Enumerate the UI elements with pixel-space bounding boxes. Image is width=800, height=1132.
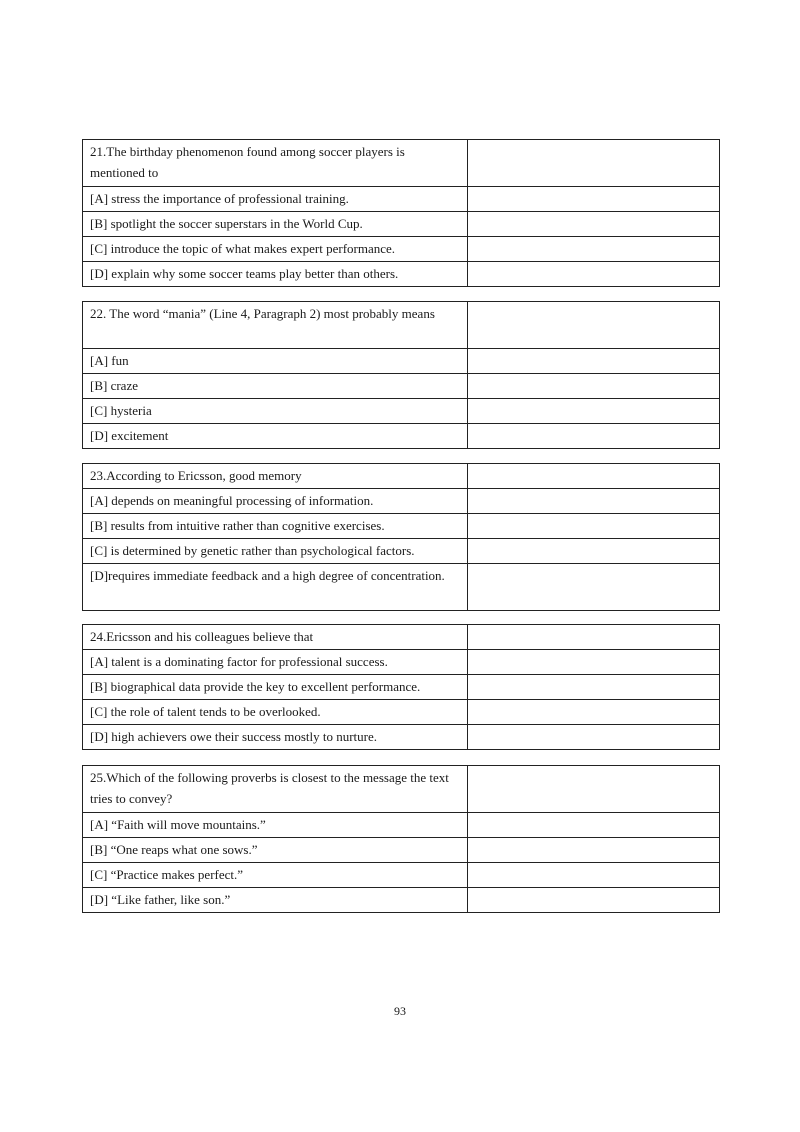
question-table-24 xyxy=(82,624,720,750)
answer-cell[interactable] xyxy=(468,675,720,700)
option-row xyxy=(83,813,720,838)
option-row xyxy=(83,212,720,237)
question-stem-row xyxy=(83,464,720,489)
option-b: [B] craze xyxy=(83,374,468,399)
option-c: [C] is determined by genetic rather than psychological factors. xyxy=(83,539,468,564)
answer-cell[interactable] xyxy=(468,813,720,838)
option-row xyxy=(83,424,720,449)
option-a: [A] “Faith will move mountains.” xyxy=(83,813,468,838)
option-a: [A] stress the importance of professional training. xyxy=(83,187,468,212)
answer-cell[interactable] xyxy=(468,349,720,374)
question-table-22 xyxy=(82,301,720,449)
option-c: [C] hysteria xyxy=(83,399,468,424)
answer-cell[interactable] xyxy=(468,766,720,813)
question-table-23 xyxy=(82,463,720,611)
answer-cell[interactable] xyxy=(468,539,720,564)
question-stem: 24.Ericsson and his colleagues believe that xyxy=(83,625,468,650)
answer-cell[interactable] xyxy=(468,464,720,489)
option-row xyxy=(83,725,720,750)
option-row xyxy=(83,700,720,725)
answer-cell[interactable] xyxy=(468,514,720,539)
option-row xyxy=(83,489,720,514)
answer-cell[interactable] xyxy=(468,187,720,212)
option-d: [D] high achievers owe their success mostly to nurture. xyxy=(83,725,468,750)
option-d: [D] “Like father, like son.” xyxy=(83,888,468,913)
answer-cell[interactable] xyxy=(468,489,720,514)
option-row xyxy=(83,888,720,913)
answer-cell[interactable] xyxy=(468,888,720,913)
option-b: [B] spotlight the soccer superstars in the World Cup. xyxy=(83,212,468,237)
answer-cell[interactable] xyxy=(468,625,720,650)
option-c: [C] the role of talent tends to be overlooked. xyxy=(83,700,468,725)
option-d: [D] excitement xyxy=(83,424,468,449)
answer-cell[interactable] xyxy=(468,262,720,287)
option-a: [A] talent is a dominating factor for professional success. xyxy=(83,650,468,675)
option-a: [A] depends on meaningful processing of information. xyxy=(83,489,468,514)
question-table-21 xyxy=(82,139,720,287)
answer-cell[interactable] xyxy=(468,399,720,424)
option-row xyxy=(83,863,720,888)
question-stem-row xyxy=(83,302,720,349)
option-row xyxy=(83,349,720,374)
answer-cell[interactable] xyxy=(468,140,720,187)
question-stem-row xyxy=(83,625,720,650)
question-table-25 xyxy=(82,765,720,913)
option-row xyxy=(83,237,720,262)
answer-cell[interactable] xyxy=(468,725,720,750)
option-row xyxy=(83,187,720,212)
option-b: [B] “One reaps what one sows.” xyxy=(83,838,468,863)
question-stem-row xyxy=(83,766,720,813)
answer-cell[interactable] xyxy=(468,650,720,675)
answer-cell[interactable] xyxy=(468,863,720,888)
option-row xyxy=(83,564,720,611)
option-b: [B] results from intuitive rather than cognitive exercises. xyxy=(83,514,468,539)
answer-cell[interactable] xyxy=(468,212,720,237)
option-c: [C] introduce the topic of what makes expert performance. xyxy=(83,237,468,262)
answer-cell[interactable] xyxy=(468,374,720,399)
answer-cell[interactable] xyxy=(468,237,720,262)
option-row xyxy=(83,374,720,399)
answer-cell[interactable] xyxy=(468,424,720,449)
question-stem-row xyxy=(83,140,720,187)
question-stem: 22. The word “mania” (Line 4, Paragraph 2) most probably means xyxy=(83,302,468,349)
option-row xyxy=(83,514,720,539)
option-row xyxy=(83,675,720,700)
option-d: [D] explain why some soccer teams play better than others. xyxy=(83,262,468,287)
option-row xyxy=(83,650,720,675)
option-row xyxy=(83,539,720,564)
answer-cell[interactable] xyxy=(468,564,720,611)
question-stem: 25.Which of the following proverbs is closest to the message the text tries to convey? xyxy=(83,766,468,813)
option-b: [B] biographical data provide the key to excellent performance. xyxy=(83,675,468,700)
answer-cell[interactable] xyxy=(468,700,720,725)
answer-cell[interactable] xyxy=(468,838,720,863)
option-c: [C] “Practice makes perfect.” xyxy=(83,863,468,888)
page-number: 93 xyxy=(394,1004,406,1018)
option-d: [D]requires immediate feedback and a high degree of concentration. xyxy=(83,564,468,611)
option-a: [A] fun xyxy=(83,349,468,374)
answer-cell[interactable] xyxy=(468,302,720,349)
question-stem: 23.According to Ericsson, good memory xyxy=(83,464,468,489)
option-row xyxy=(83,399,720,424)
option-row xyxy=(83,838,720,863)
option-row xyxy=(83,262,720,287)
question-stem: 21.The birthday phenomenon found among soccer players is mentioned to xyxy=(83,140,468,187)
